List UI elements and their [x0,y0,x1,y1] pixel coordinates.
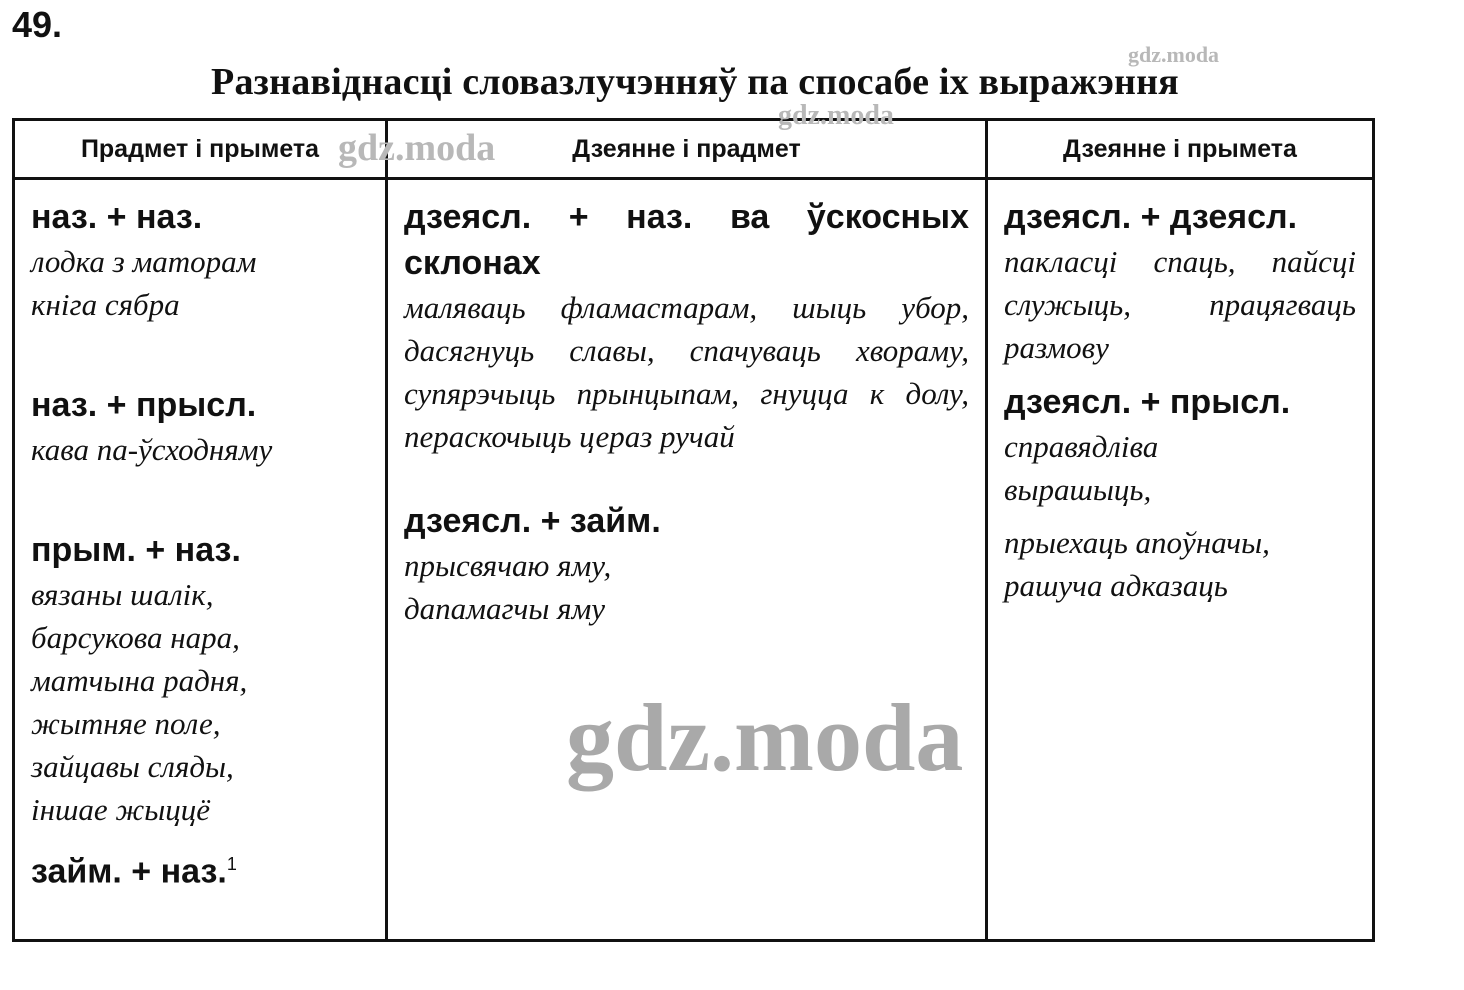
example-line: вырашыць, [1004,472,1152,507]
watermark: gdz.moda [778,100,894,131]
example-line: лодка з маторам [31,244,257,279]
example-line: іншае жыццё [31,792,210,827]
formula-verb-pronoun: дзеясл. + займ. [404,502,661,540]
watermark: gdz.moda [338,127,496,169]
exercise-number: 49. [12,4,63,45]
examples-verb-adverb-more [1004,521,1356,607]
example-line: справядліва [1004,429,1159,464]
formula-verb-verb: дзеясл. + дзеясл. [1004,198,1298,236]
example-line: зайцавы сляды, [31,749,234,784]
example-line: жытняе поле, [31,706,221,741]
page-title: Разнавіднасці словазлучэнняў па спосабе іх выражэння [211,61,1179,103]
example-line: дапамагчы яму [404,591,606,626]
column-header-dzeyanne-prymeta: Дзеянне і прымета [987,120,1374,179]
formula-noun-noun: наз. + наз. [31,198,203,236]
example-line: рашуча адказаць [1004,568,1228,603]
table-body-row [14,179,1374,941]
examples-noun-adverb [31,428,369,471]
example-line: прыехаць апоўначы, [1004,525,1270,560]
example-line: кніга сябра [31,287,180,322]
column-header-predmet-prymeta: Прадмет і прымета [14,120,387,179]
examples-verb-adverb [1004,425,1356,511]
example-line: барсукова нара, [31,620,240,655]
column-dzeyanne-prymeta [987,179,1374,941]
footnote-marker: 1 [226,854,237,874]
examples-verb-noun-oblique: маляваць фламастарам, шыць убор, дасягнуць славы, спачуваць хвораму, супярэчыць прынцыпам, гнуцца к долу, пераскочыць цераз ручай [404,290,969,454]
formula-adjective-noun: прым. + наз. [31,531,241,569]
table-header-row [14,120,1374,179]
formula-noun-adverb: наз. + прысл. [31,386,257,424]
example-line: прысвячаю яму, [404,548,612,583]
examples-verb-verb: пакласці спаць, пайсці служыць, працягваць размову [1004,244,1356,365]
examples-noun-noun [31,240,369,326]
examples-adjective-noun [31,573,369,831]
example-line: кава па-ўсходняму [31,432,273,467]
watermark: gdz.moda [1128,42,1220,67]
examples-verb-pronoun [404,544,969,630]
column-predmet-prymeta [14,179,387,941]
example-line: вязаны шалік, [31,577,214,612]
formula-verb-noun-oblique: дзеясл. + наз. ва ўскосных склонах [404,198,969,282]
watermark: gdz.moda [566,684,964,791]
formula-pronoun-noun [31,841,369,894]
classification-table [12,118,1375,942]
formula-verb-adverb: дзеясл. + прысл. [1004,383,1291,421]
column-header-dzeyanne-predmet: Дзеянне і прадмет [387,120,987,179]
example-line: матчына радня, [31,663,248,698]
column-dzeyanne-predmet [387,179,987,941]
formula-pronoun-noun-text: займ. + наз. [31,852,227,891]
